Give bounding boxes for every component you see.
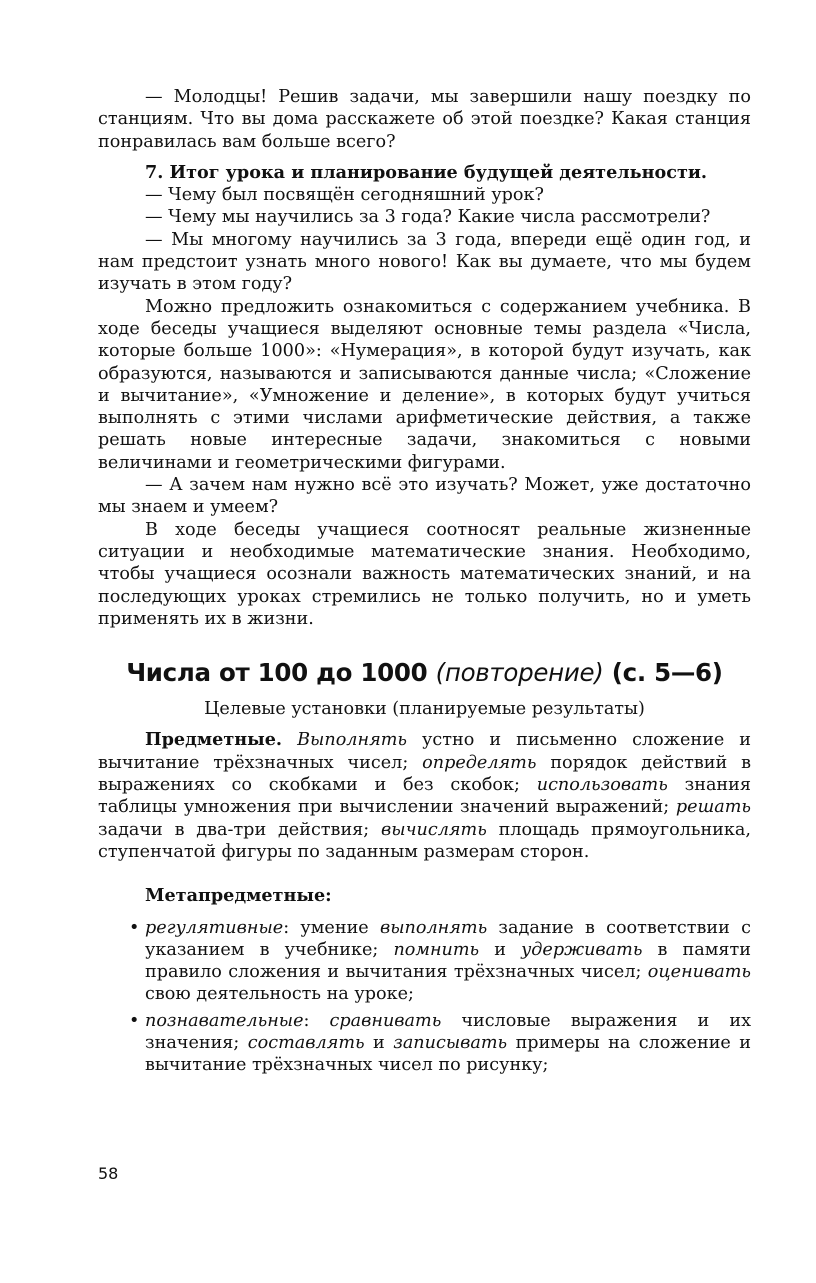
text-run: задачи в два-три действия; [98, 819, 381, 840]
text-run: задание в соответствии с указанием в учебнике; [145, 917, 751, 960]
section-title-italic: (повторение) [435, 658, 604, 688]
meta-results-list [98, 917, 751, 1077]
italic-verb: записывать [393, 1032, 508, 1053]
paragraph-textbook-contents: Можно предложить ознакомиться с содержанием учебника. В ходе беседы учащиеся выделяют основные темы раздела «Числа, которые больше 1000»: «Нумерация», в которой будут изучать, как образуются, называются и записываются данные числа; «Сложение и вычитание», «Умножение и деление», в которых будут учиться выполнять с этими числами арифметические действия, а также решать новые интересные задачи, знакомиться с новыми величинами и геометрическими фигурами. [98, 296, 751, 473]
italic-verb: Выполнять [297, 730, 407, 751]
text-run: в памяти правило сложения и вычитания трёхзначных чисел; [145, 939, 751, 983]
teacher-remark-new-year: — Мы многому научились за 3 года, впереди ещё один год, и нам предстоит узнать много нового! Как вы думаете, что мы будем изучать в этом году? [98, 229, 751, 295]
question-lesson-topic: — Чему был посвящён сегодняшний урок? [145, 185, 544, 206]
bullet-icon: • [129, 1010, 140, 1031]
text-run: : умение [283, 917, 380, 938]
section-subtitle: Целевые установки (планируемые результаты) [204, 699, 645, 720]
italic-verb: помнить [393, 939, 480, 960]
text-run: и [479, 939, 522, 960]
italic-verb: решать [675, 797, 751, 818]
page-number: 58 [98, 1164, 119, 1183]
page-body [98, 86, 751, 1081]
text-run: площадь прямоугольника, ступенчатой фигуры по заданным размерам сторон. [98, 819, 751, 862]
question-three-years: — Чему мы научились за 3 года? Какие числа рассмотрели? [145, 207, 711, 228]
text-run: порядок действий в выражениях со скобками и без скобок; [98, 752, 751, 796]
italic-verb: оценивать [647, 962, 751, 983]
text-run: числовые выражения и их значения; [145, 1010, 751, 1053]
text-run: и [364, 1032, 394, 1053]
italic-verb: выполнять [379, 917, 488, 938]
text-run: знания таблицы умножения при вычислении значений выражений; [98, 775, 751, 818]
text-run: устно и письменно сложение и вычитание трёхзначных чисел; [98, 730, 751, 773]
text-run: : [303, 1010, 330, 1031]
bullet-icon: • [129, 917, 140, 938]
italic-term: познавательные [145, 1010, 304, 1031]
italic-term: регулятивные [145, 917, 284, 938]
italic-verb: использовать [536, 775, 668, 796]
subject-results-paragraph [98, 729, 751, 863]
italic-verb: удерживать [521, 939, 643, 960]
text-run [282, 730, 297, 750]
italic-verb: сравнивать [329, 1010, 442, 1031]
italic-verb: составлять [247, 1032, 365, 1053]
subject-results-label: Предметные. [145, 729, 283, 751]
italic-verb: вычислять [381, 819, 487, 840]
text-run: примеры на сложение и вычитание трёхзначных чисел по рисунку; [145, 1032, 751, 1076]
question-why-study: — А зачем нам нужно всё это изучать? Может, уже достаточно мы знаем и умеем? [98, 475, 751, 518]
text-run: свою деятельность на уроке; [145, 984, 414, 1005]
meta-results-heading: Метапредметные: [145, 885, 332, 907]
italic-verb: определять [422, 752, 537, 773]
section-title-pages: (с. 5—6) [611, 658, 723, 688]
paragraph-discussion: В ходе беседы учащиеся соотносят реальные жизненные ситуации и необходимые математические знания. Необходимо, чтобы учащиеся осознали важность математических знаний, и на последующих уроках стремились не только получить, но и уметь применять их в жизни. [98, 519, 751, 629]
paragraph-closing-remark: — Молодцы! Решив задачи, мы завершили нашу поездку по станциям. Что вы дома расскажете об этой поездке? Какая станция понравилась вам больше всего? [98, 87, 751, 152]
step-7-heading: 7. Итог урока и планирование будущей деятельности. [145, 161, 708, 183]
list-item-regulative [98, 917, 751, 1006]
list-item-cognitive [98, 1010, 751, 1077]
section-title-main: Числа от 100 до 1000 [126, 658, 428, 688]
section-title [98, 656, 751, 690]
